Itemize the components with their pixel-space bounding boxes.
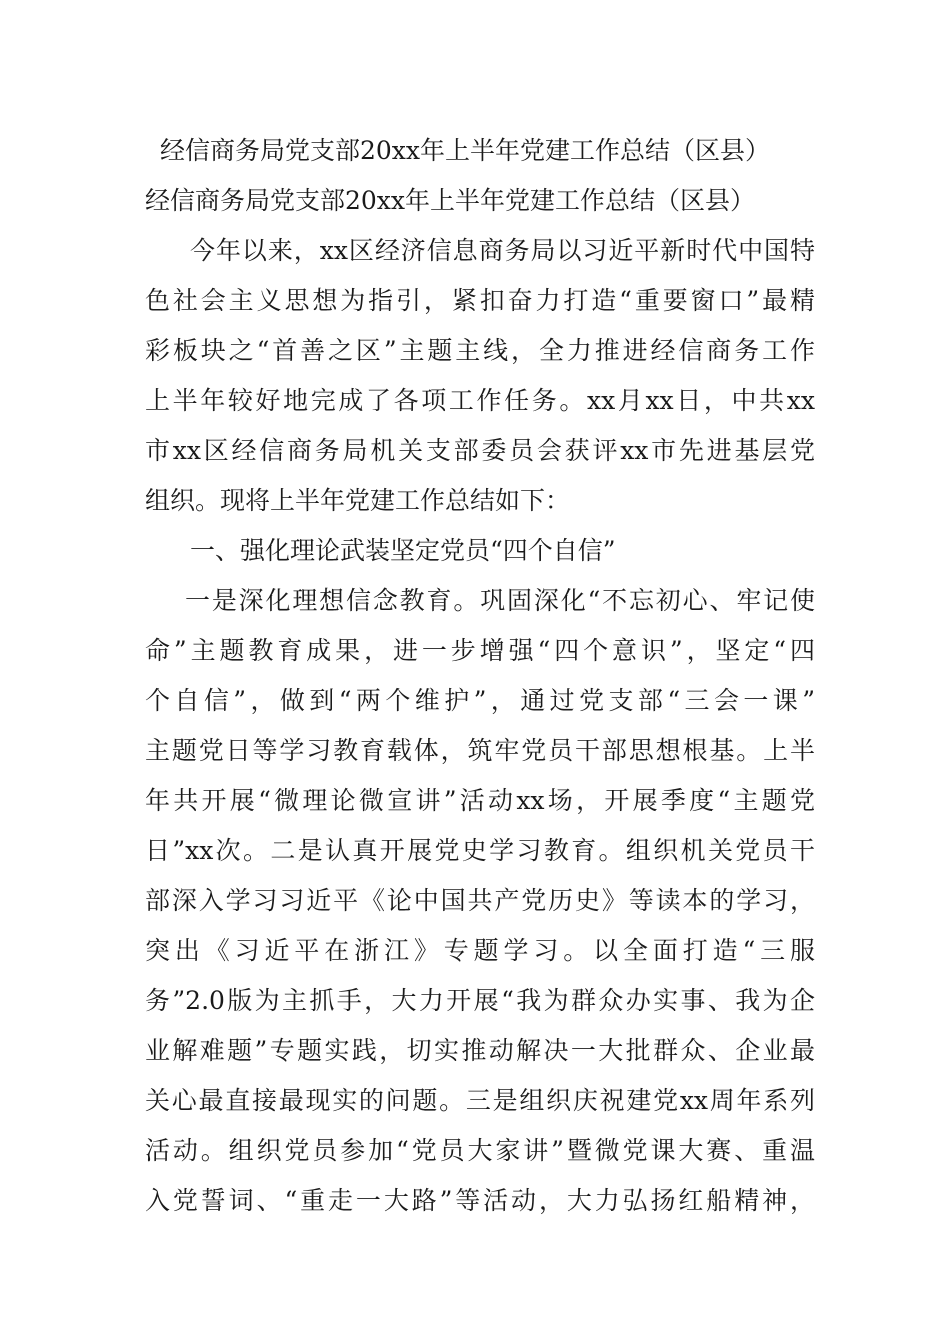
section-1-paragraph-line: 年共开展“微理论微宣讲”活动xx场，开展季度“主题党: [145, 786, 815, 815]
section-1-paragraph-line: 命”主题教育成果，进一步增强“四个意识”，坚定“四: [145, 636, 815, 665]
section-1-paragraph-line: 入党誓词、“重走一大路”等活动，大力弘扬红船精神，: [145, 1186, 815, 1215]
section-1-paragraph-line: 业解难题”专题实践，切实推动解决一大批群众、企业最: [145, 1036, 815, 1065]
section-1-paragraph-line: 部深入学习习近平《论中国共产党历史》等读本的学习，: [145, 886, 815, 915]
section-1-paragraph-line: 活动。组织党员参加“党员大家讲”暨微党课大赛、重温: [145, 1136, 815, 1165]
section-1-paragraph-line: 关心最直接最现实的问题。三是组织庆祝建党xx周年系列: [145, 1086, 815, 1115]
intro-paragraph-line: 组织。现将上半年党建工作总结如下：: [145, 486, 571, 515]
section-1-paragraph-line: 日”xx次。二是认真开展党史学习教育。组织机关党员干: [145, 836, 815, 865]
document-title-line-2: 经信商务局党支部20xx年上半年党建工作总结（区县）: [145, 186, 756, 215]
section-1-paragraph-line: 突出《习近平在浙江》专题学习。以全面打造“三服: [145, 936, 815, 965]
section-1-paragraph-line: 务”2.0版为主抓手，大力开展“我为群众办实事、我为企: [145, 986, 815, 1015]
intro-paragraph-line: 上半年较好地完成了各项工作任务。xx月xx日，中共xx: [145, 386, 815, 415]
section-1-paragraph-line: 一是深化理想信念教育。巩固深化“不忘初心、牢记使: [185, 586, 815, 615]
intro-paragraph-line: 色社会主义思想为指引，紧扣奋力打造“重要窗口”最精: [145, 286, 815, 315]
intro-paragraph-line: 市xx区经信商务局机关支部委员会获评xx市先进基层党: [145, 436, 815, 465]
intro-paragraph-line: 彩板块之“首善之区”主题主线，全力推进经信商务工作: [145, 336, 815, 365]
section-1-paragraph-line: 主题党日等学习教育载体，筑牢党员干部思想根基。上半: [145, 736, 815, 765]
section-1-paragraph-line: 个自信”，做到“两个维护”，通过党支部“三会一课”: [145, 686, 815, 715]
intro-paragraph-line: 今年以来，xx区经济信息商务局以习近平新时代中国特: [190, 236, 815, 265]
document-title-line-1: 经信商务局党支部20xx年上半年党建工作总结（区县）: [160, 136, 771, 165]
section-1-heading: 一、强化理论武装坚定党员“四个自信”: [190, 536, 616, 565]
